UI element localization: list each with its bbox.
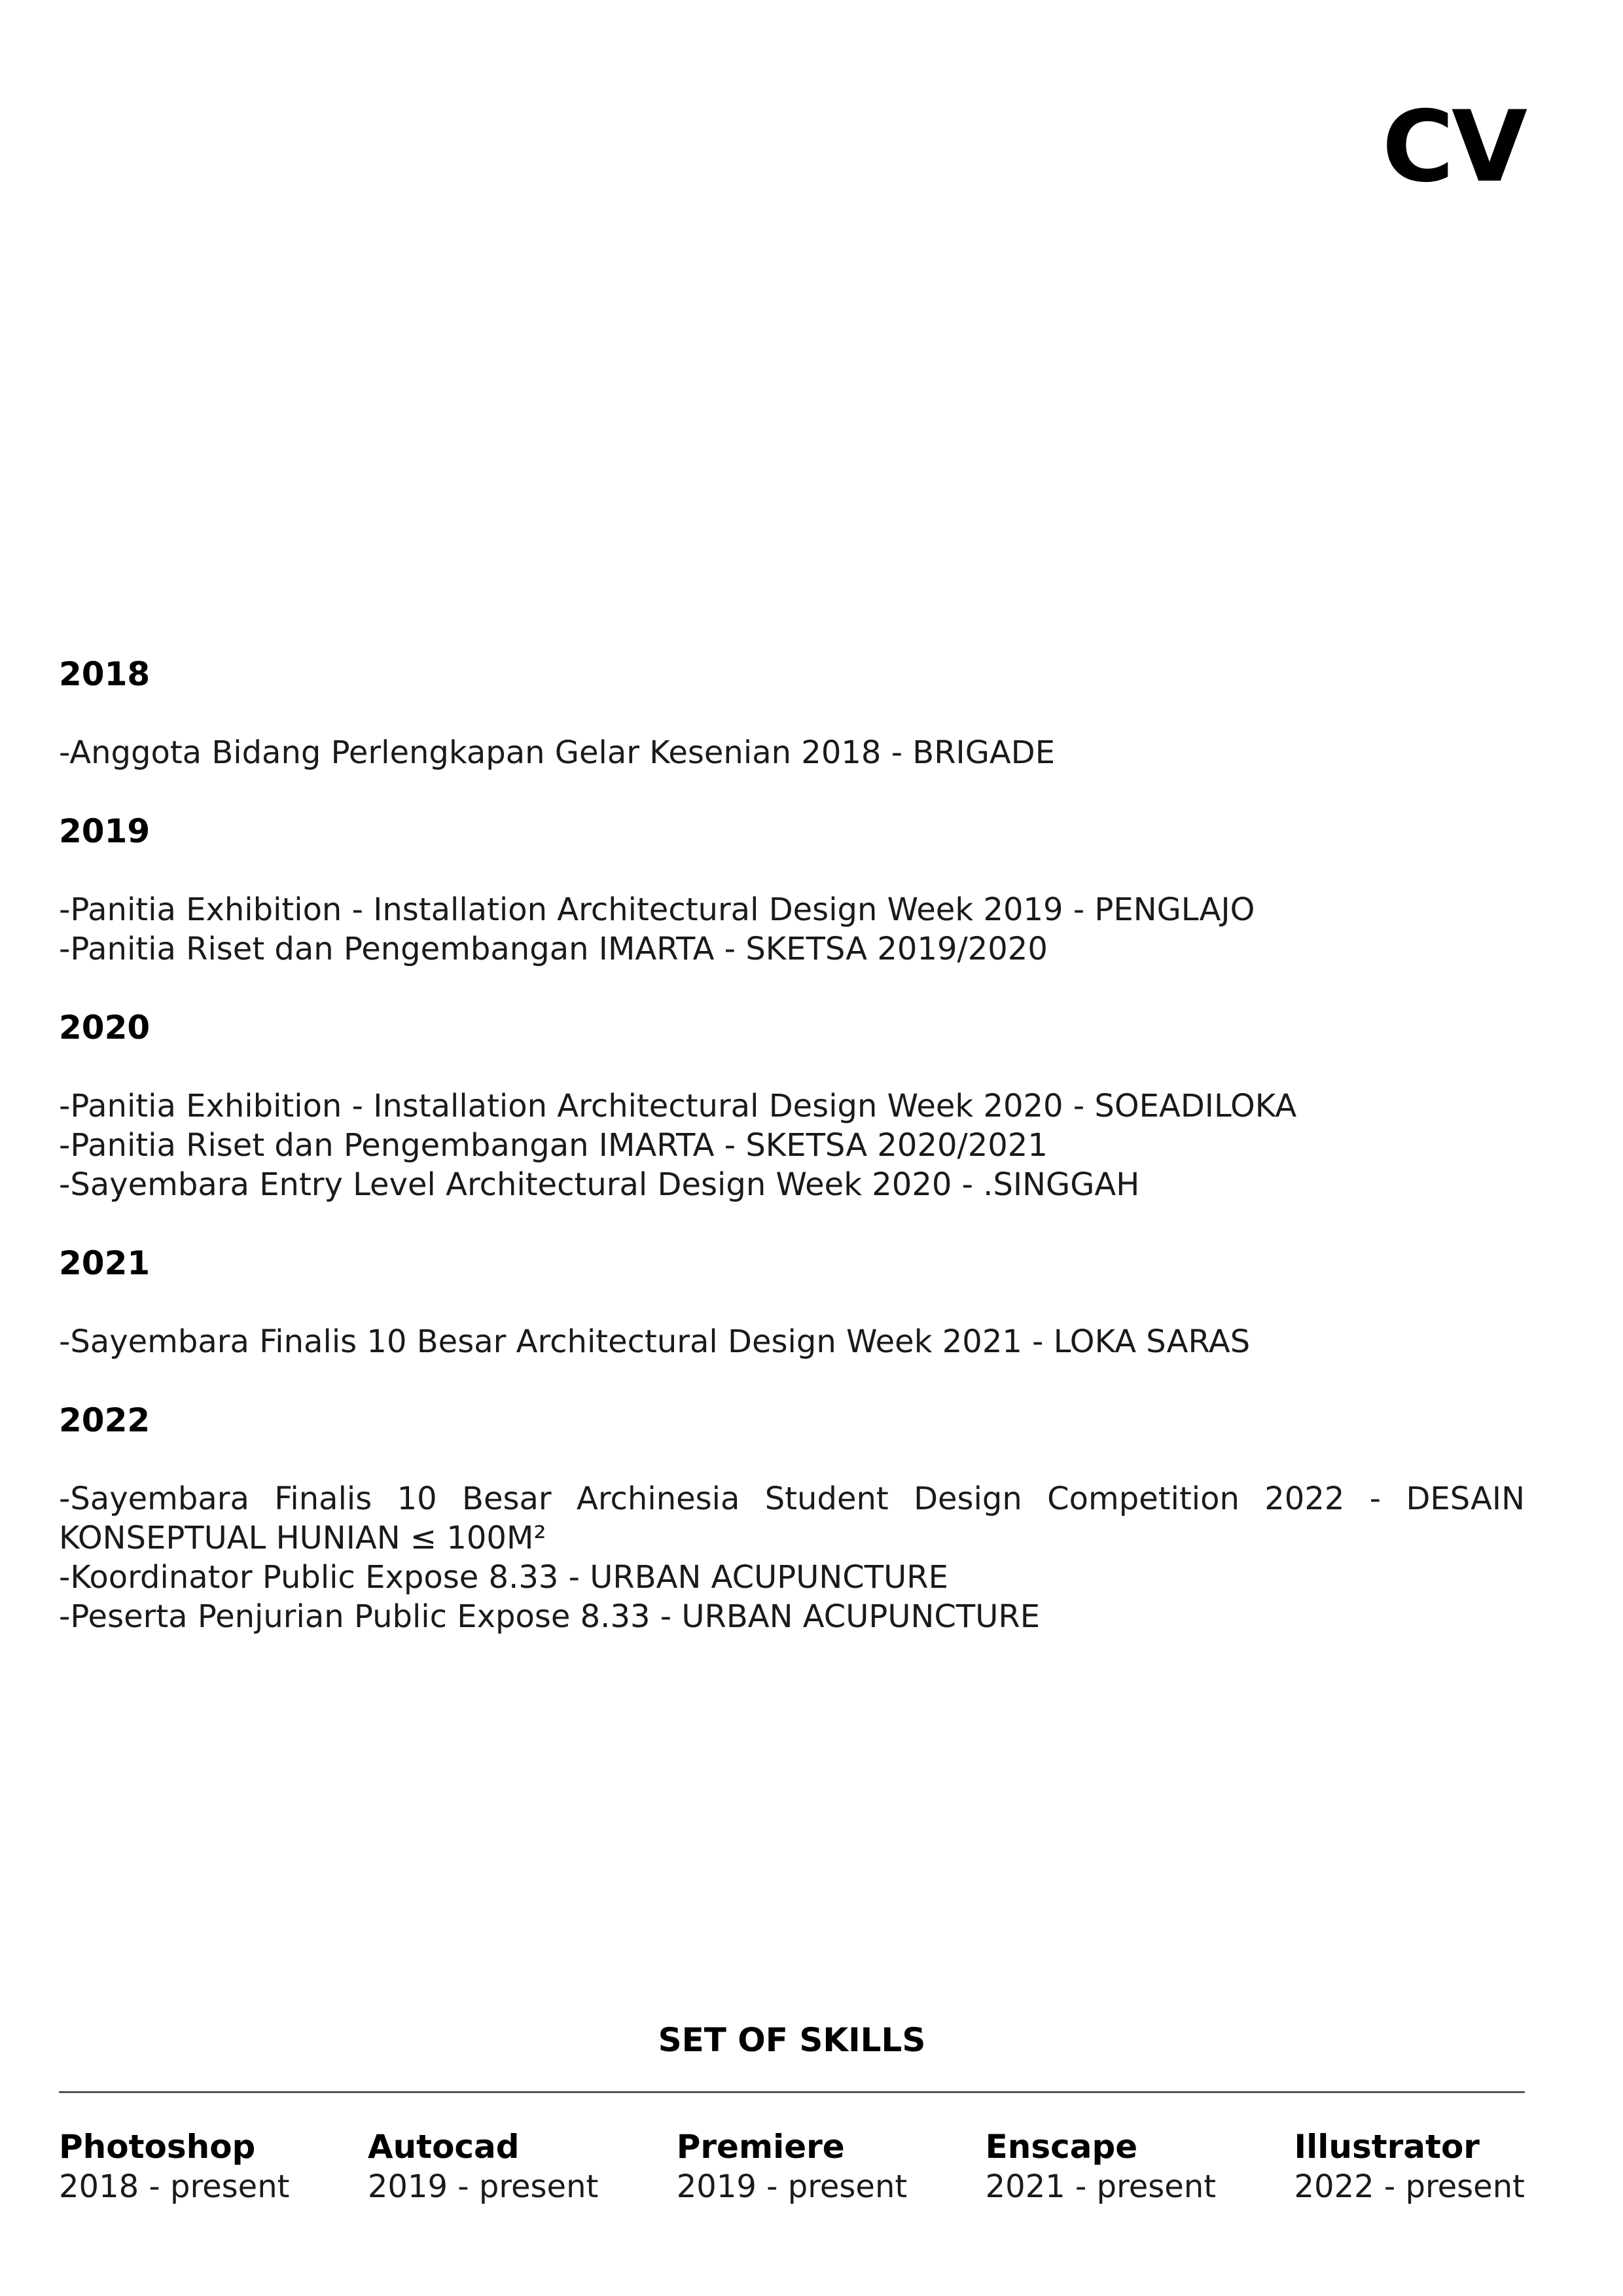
skill-item-premiere: [677, 2127, 925, 2207]
list-item: -Koordinator Public Expose 8.33 - URBAN ACUPUNCTURE: [59, 1559, 948, 1596]
timeline-section-2019: [59, 812, 1525, 969]
timeline-section-2018: [59, 655, 1525, 772]
list-item: -Anggota Bidang Perlengkapan Gelar Kesenian 2018 - BRIGADE: [59, 734, 1056, 771]
skill-name: Enscape: [985, 2128, 1138, 2166]
page-title: CV: [1382, 90, 1525, 204]
list-item: -Sayembara Finalis 10 Besar Architectural Design Week 2021 - LOKA SARAS: [59, 1323, 1251, 1360]
year-heading: 2018: [59, 655, 151, 693]
skill-period: 2018 - present: [59, 2168, 290, 2205]
list-item: -Panitia Riset dan Pengembangan IMARTA - SKETSA 2020/2021: [59, 1127, 1048, 1164]
timeline-section-2022: [59, 1401, 1525, 1636]
skills-divider: [59, 2091, 1525, 2093]
year-heading: 2019: [59, 812, 151, 850]
entry-list: [59, 733, 1525, 772]
skill-name: Autocad: [367, 2128, 520, 2166]
skill-name: Premiere: [676, 2128, 845, 2166]
skill-period: 2021 - present: [985, 2168, 1217, 2205]
skill-period: 2022 - present: [1294, 2168, 1525, 2205]
experience-timeline: [59, 655, 1525, 1676]
skill-item-autocad: [368, 2127, 616, 2207]
skill-item-illustrator: [1294, 2127, 1525, 2207]
skill-name: Photoshop: [59, 2128, 256, 2166]
list-item: -Peserta Penjurian Public Expose 8.33 - URBAN ACUPUNCTURE: [59, 1598, 1041, 1635]
skill-period: 2019 - present: [367, 2168, 599, 2205]
timeline-section-2020: [59, 1008, 1525, 1204]
year-heading: 2022: [59, 1401, 151, 1439]
skill-item-photoshop: [59, 2127, 308, 2207]
timeline-section-2021: [59, 1244, 1525, 1361]
skills-list: [59, 2127, 1525, 2207]
skills-heading: SET OF SKILLS: [658, 2021, 926, 2059]
list-item: -Panitia Riset dan Pengembangan IMARTA - SKETSA 2019/2020: [59, 931, 1048, 967]
list-item: -Panitia Exhibition - Installation Architectural Design Week 2020 - SOEADILOKA: [59, 1088, 1297, 1124]
list-item: -Sayembara Entry Level Architectural Design Week 2020 - .SINGGAH: [59, 1166, 1140, 1203]
entry-list: [59, 1322, 1525, 1361]
skill-period: 2019 - present: [676, 2168, 908, 2205]
skill-item-enscape: [986, 2127, 1234, 2207]
skill-name: Illustrator: [1294, 2128, 1480, 2166]
list-item: -Sayembara Finalis 10 Besar Archinesia Student Design Competition 2022 - DESAIN KONSEPTUAL HUNIAN ≤ 100M²: [59, 1480, 1525, 1556]
year-heading: 2020: [59, 1009, 151, 1047]
entry-list: [59, 1479, 1525, 1636]
entry-list: [59, 890, 1525, 969]
entry-list: [59, 1086, 1525, 1204]
list-item: -Panitia Exhibition - Installation Architectural Design Week 2019 - PENGLAJO: [59, 891, 1255, 928]
year-heading: 2021: [59, 1244, 151, 1282]
